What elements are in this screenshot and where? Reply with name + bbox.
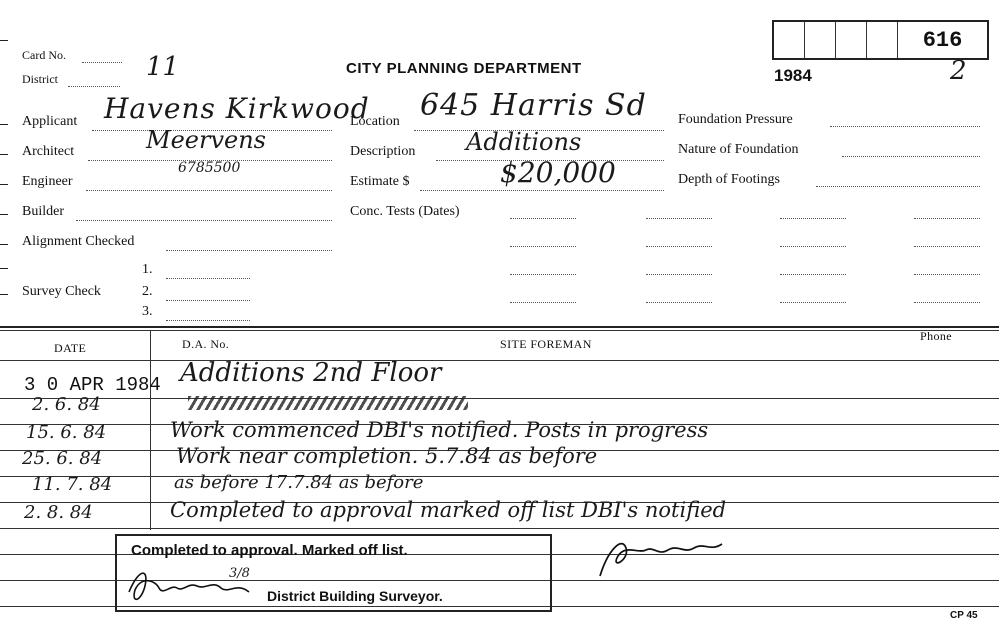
survey-item-2: 2. bbox=[142, 284, 153, 299]
architect-number: 6785500 bbox=[178, 160, 241, 176]
survey-dots-3 bbox=[166, 320, 250, 321]
scribble-mark bbox=[188, 396, 468, 410]
log-entry-date: 25. 6. 84 bbox=[22, 448, 103, 469]
margin-tick bbox=[0, 184, 8, 185]
district-label: District bbox=[22, 72, 58, 86]
district-value: 11 bbox=[146, 52, 180, 82]
survey-dots-2 bbox=[166, 300, 250, 301]
conc-dots-3c bbox=[780, 274, 846, 275]
alignment-label: Alignment Checked bbox=[22, 234, 135, 249]
log-entry-note: Completed to approval marked off list DBI's notified bbox=[170, 498, 727, 522]
conc-dots-1c bbox=[780, 218, 846, 219]
depth-footings-dots bbox=[816, 186, 980, 187]
log-entry-date: 3 0 APR 1984 bbox=[24, 374, 161, 396]
engineer-dots bbox=[86, 190, 332, 191]
nature-foundation-dots bbox=[842, 156, 980, 157]
margin-tick bbox=[0, 294, 8, 295]
conc-tests-label: Conc. Tests (Dates) bbox=[350, 204, 460, 219]
phone-header: Phone bbox=[920, 329, 952, 343]
conc-dots-4a bbox=[510, 302, 576, 303]
foreman-signature bbox=[588, 526, 738, 586]
da-no-header: D.A. No. bbox=[182, 337, 230, 351]
date-header: DATE bbox=[54, 341, 87, 355]
conc-dots-1b bbox=[646, 218, 712, 219]
district-dots bbox=[68, 86, 120, 87]
log-entry-date: 11. 7. 84 bbox=[32, 474, 113, 495]
stamp-line-1: Completed to approval. Marked off list. bbox=[131, 542, 408, 559]
conc-dots-4c bbox=[780, 302, 846, 303]
margin-tick bbox=[0, 40, 8, 41]
conc-dots-3a bbox=[510, 274, 576, 275]
conc-dots-2a bbox=[510, 246, 576, 247]
description-label: Description bbox=[350, 144, 416, 159]
margin-tick bbox=[0, 268, 8, 269]
applicant-value: Havens Kirkwood bbox=[104, 92, 370, 125]
engineer-label: Engineer bbox=[22, 174, 73, 189]
alignment-dots bbox=[166, 250, 332, 251]
year-label: 1984 bbox=[774, 66, 812, 85]
applicant-label: Applicant bbox=[22, 114, 78, 129]
builder-label: Builder bbox=[22, 204, 64, 219]
department-title: CITY PLANNING DEPARTMENT bbox=[346, 60, 582, 77]
location-label: Location bbox=[350, 114, 400, 129]
card-no-dots bbox=[82, 62, 122, 63]
form-code: CP 45 bbox=[950, 610, 978, 621]
foundation-pressure-dots bbox=[830, 126, 980, 127]
margin-tick bbox=[0, 124, 8, 125]
estimate-value: $20,000 bbox=[500, 156, 616, 189]
log-entry-note: Work near completion. 5.7.84 as before bbox=[176, 444, 598, 468]
builder-dots bbox=[76, 220, 332, 221]
conc-dots-3d bbox=[914, 274, 980, 275]
log-entry-date: 2. 8. 84 bbox=[24, 502, 93, 523]
log-entry-note: Additions 2nd Floor bbox=[180, 358, 442, 388]
architect-value: Meervens bbox=[146, 126, 266, 154]
margin-tick bbox=[0, 244, 8, 245]
card-no-label: Card No. bbox=[22, 48, 66, 62]
date-column-divider bbox=[150, 330, 151, 530]
log-entry-date: 2. 6. 84 bbox=[32, 394, 101, 415]
survey-item-3: 3. bbox=[142, 304, 153, 319]
section-divider bbox=[0, 326, 999, 328]
survey-label: Survey Check bbox=[22, 284, 101, 299]
conc-dots-4d bbox=[914, 302, 980, 303]
description-value: Additions bbox=[466, 128, 582, 156]
conc-dots-2b bbox=[646, 246, 712, 247]
conc-dots-4b bbox=[646, 302, 712, 303]
conc-dots-1a bbox=[510, 218, 576, 219]
conc-dots-1d bbox=[914, 218, 980, 219]
approval-stamp bbox=[115, 534, 552, 612]
site-foreman-header: SITE FOREMAN bbox=[500, 337, 592, 351]
conc-dots-2d bbox=[914, 246, 980, 247]
surveyor-signature bbox=[125, 562, 265, 606]
architect-label: Architect bbox=[22, 144, 75, 159]
location-value: 645 Harris Sd bbox=[420, 88, 647, 123]
estimate-dots bbox=[420, 190, 664, 191]
survey-dots-1 bbox=[166, 278, 250, 279]
card-number-boxes bbox=[772, 20, 989, 60]
depth-footings-label: Depth of Footings bbox=[678, 172, 780, 187]
log-entry-date: 15. 6. 84 bbox=[26, 422, 107, 443]
corner-mark: 2 bbox=[950, 56, 967, 86]
card-number: 616 bbox=[922, 27, 963, 53]
nature-foundation-label: Nature of Foundation bbox=[678, 142, 799, 157]
foundation-pressure-label: Foundation Pressure bbox=[678, 112, 793, 127]
conc-dots-2c bbox=[780, 246, 846, 247]
stamp-initials: 3/8 bbox=[229, 566, 250, 581]
log-entry-note: as before 17.7.84 as before bbox=[174, 472, 424, 493]
survey-item-1: 1. bbox=[142, 262, 153, 277]
margin-tick bbox=[0, 214, 8, 215]
margin-tick bbox=[0, 154, 8, 155]
conc-dots-3b bbox=[646, 274, 712, 275]
estimate-label: Estimate $ bbox=[350, 174, 410, 189]
stamp-line-2: District Building Surveyor. bbox=[267, 588, 443, 604]
log-entry-note: Work commenced DBI's notified. Posts in progress bbox=[170, 418, 709, 442]
